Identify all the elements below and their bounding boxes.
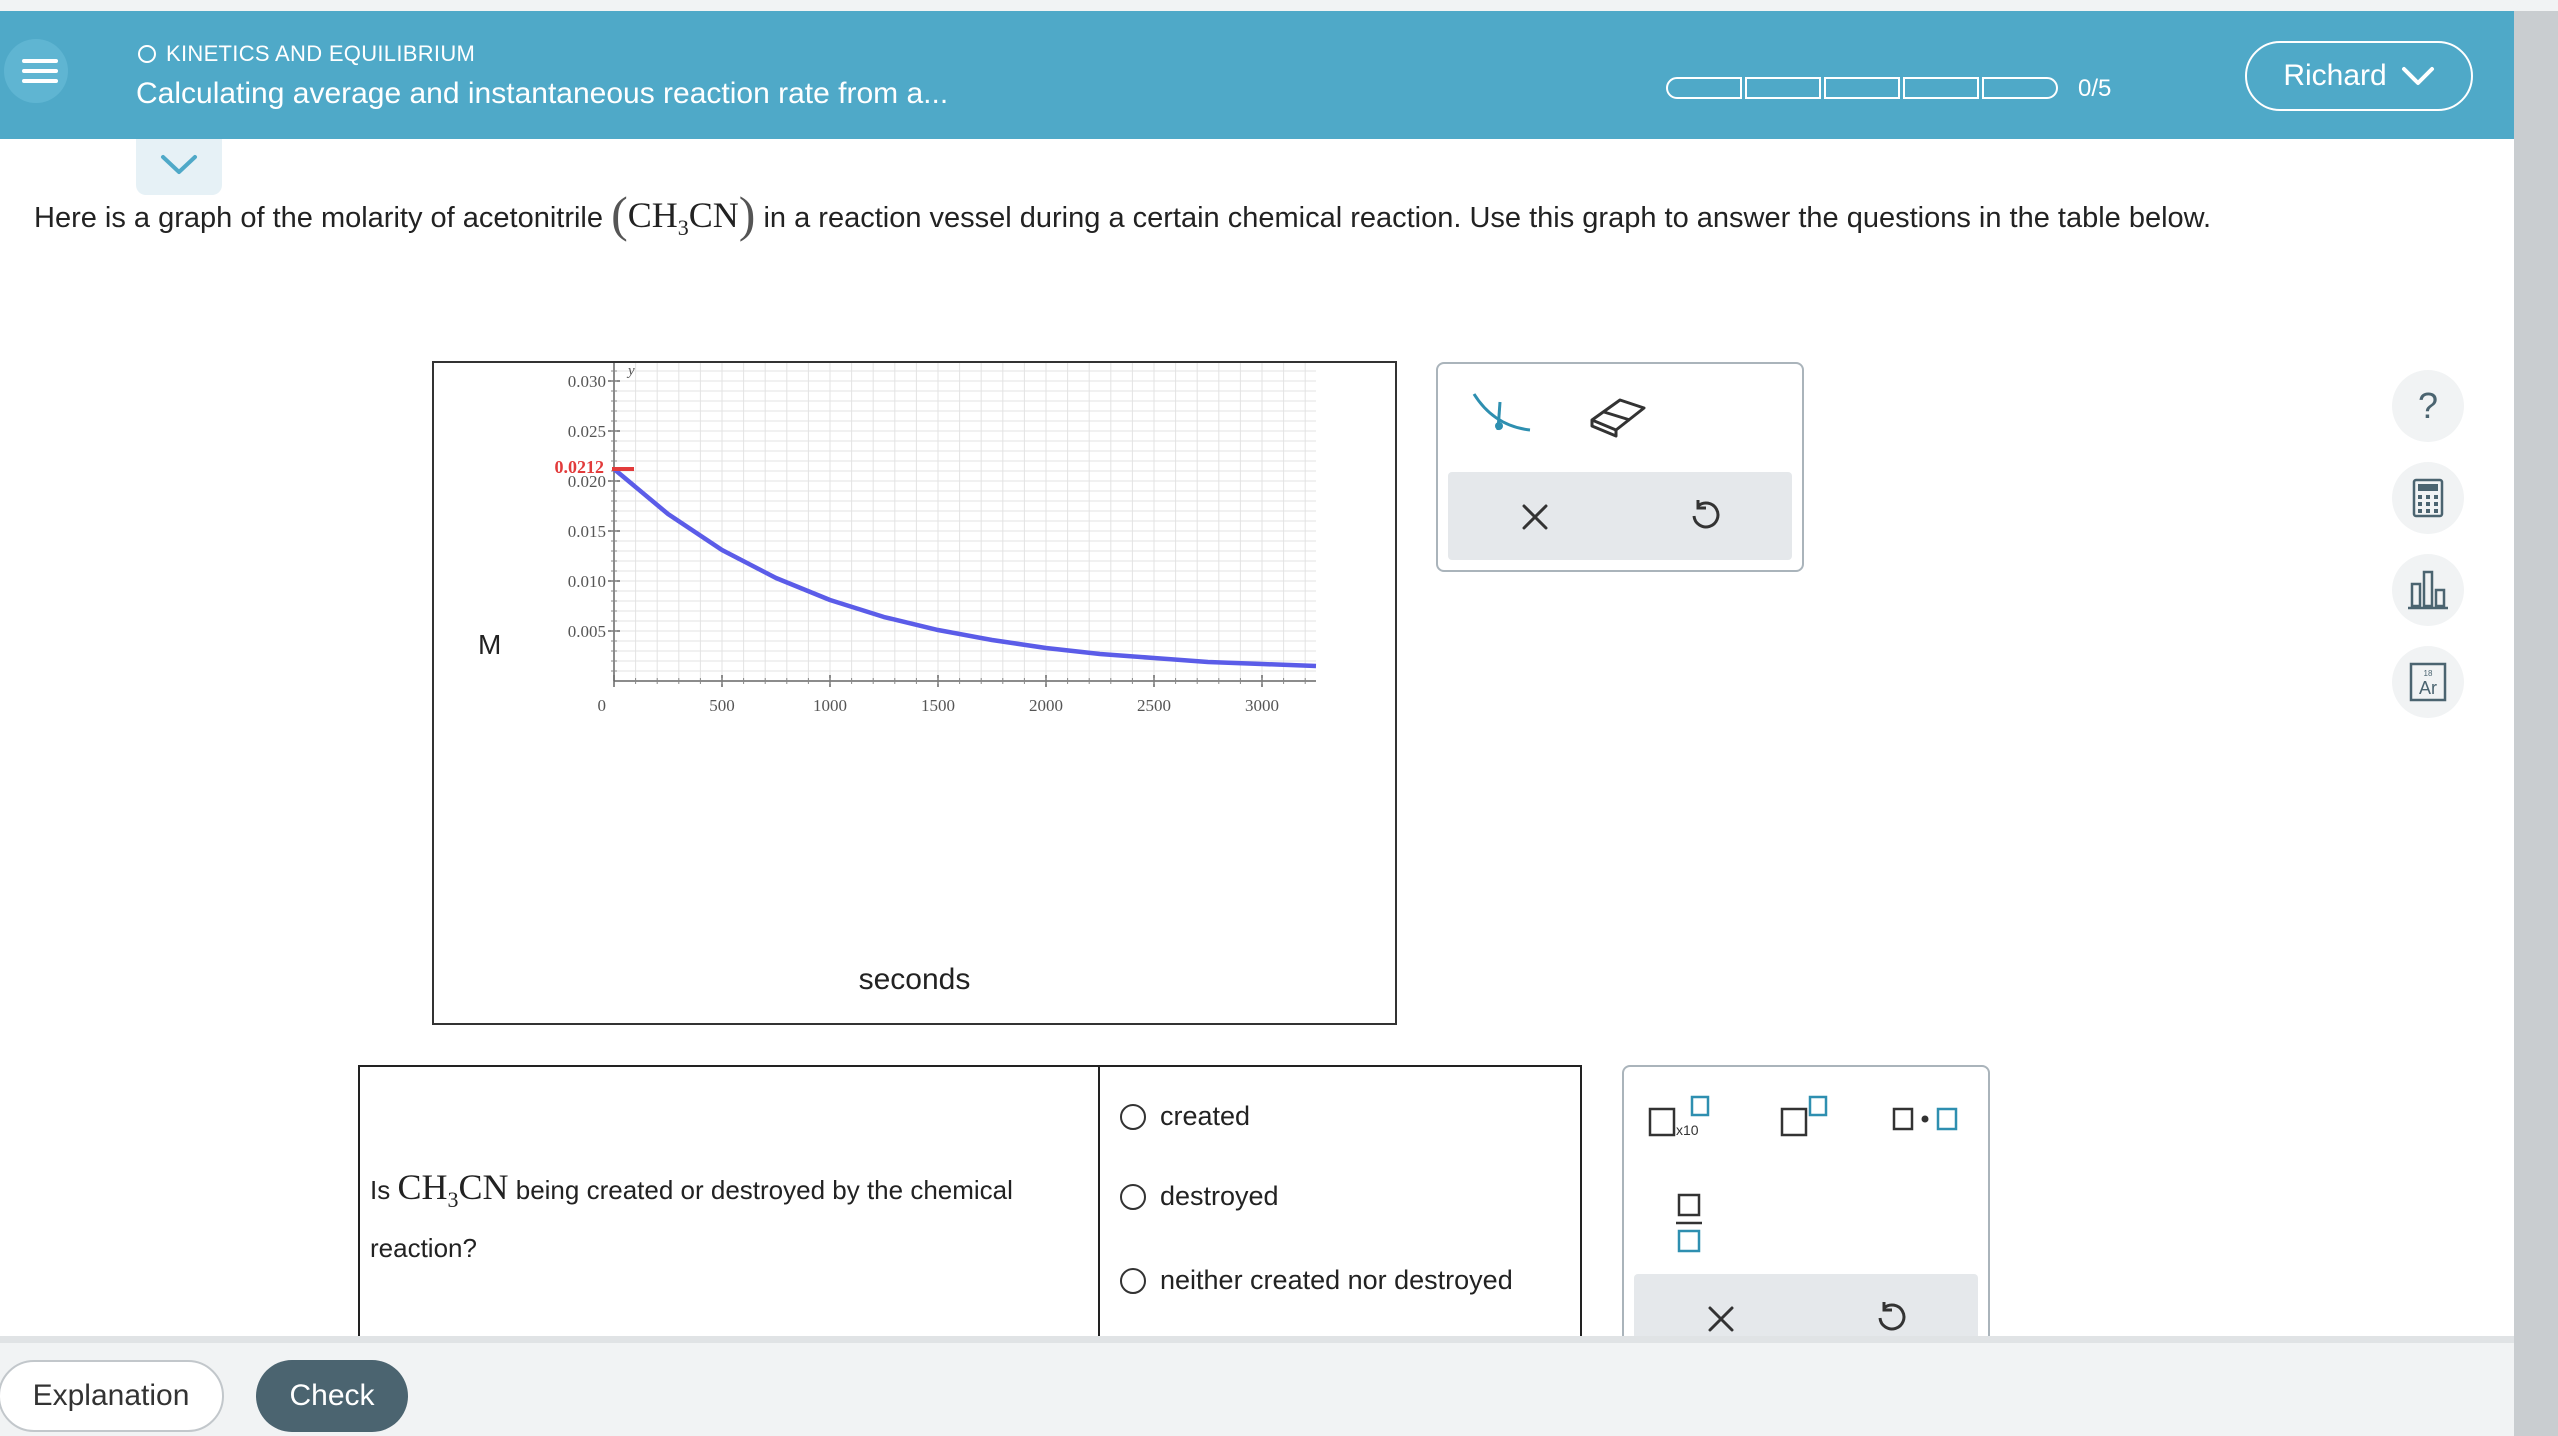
svg-text:Ar: Ar	[2419, 678, 2437, 698]
check-button[interactable]: Check	[256, 1360, 408, 1432]
progress-text: 0/5	[2078, 75, 2112, 102]
top-strip	[0, 0, 2558, 11]
progress-segment	[1982, 77, 2058, 99]
question-text: Is $CH_3CN$ being created or destroyed by the chemical reaction?	[370, 1167, 1013, 1264]
help-button[interactable]	[2392, 370, 2464, 442]
prompt-after: in a reaction vessel during a certain chemical reaction. Use this graph to answer the questions in the table below.	[763, 202, 2212, 234]
close-icon[interactable]	[1704, 1302, 1738, 1336]
data-button[interactable]	[2392, 554, 2464, 626]
x-tick-label: 3000	[1245, 696, 1279, 715]
highlight-value-label: 0.0212	[554, 457, 604, 477]
calculator-button[interactable]	[2392, 462, 2464, 534]
y-tick-label: 0.015	[567, 522, 606, 541]
concentration-chart[interactable]	[434, 363, 1395, 1023]
topic-label	[138, 41, 475, 67]
radio-button[interactable]	[1120, 1184, 1146, 1210]
prompt-formula: $CH_3CN$	[627, 195, 739, 241]
x-tick-label: 1000	[813, 696, 847, 715]
graph-tools-actions	[1448, 472, 1792, 560]
svg-text:x10: x10	[1676, 1122, 1699, 1138]
y-tick-label: 0.010	[567, 572, 606, 591]
prompt-text	[34, 188, 2334, 254]
x-tick-label: 0	[597, 696, 606, 715]
calculator-icon	[2392, 462, 2464, 534]
collapse-tab[interactable]	[136, 139, 222, 195]
progress-segment	[1666, 77, 1742, 99]
x-tick-label: 1500	[921, 696, 955, 715]
footer-divider	[0, 1336, 2514, 1343]
undo-icon[interactable]	[1686, 498, 1724, 536]
graph-panel[interactable]	[432, 361, 1397, 1025]
svg-text:?: ?	[2417, 385, 2439, 426]
question-cell	[360, 1067, 1100, 1357]
prompt-before: Here is a graph of the molarity of acetonitrile	[34, 202, 603, 234]
radio-button[interactable]	[1120, 1104, 1146, 1130]
question-icon	[2392, 370, 2464, 442]
graph-tools-panel	[1436, 362, 1804, 572]
option-neither[interactable]: neither created nor destroyed	[1120, 1265, 1513, 1296]
x-tick-label: 500	[709, 696, 735, 715]
paren-open: (	[611, 186, 628, 242]
svg-text:18: 18	[2423, 669, 2433, 678]
user-menu-button[interactable]	[2245, 41, 2473, 111]
periodic-table-icon	[2392, 646, 2464, 718]
y-tick-label: 0.025	[567, 422, 606, 441]
periodic-table-button[interactable]	[2392, 646, 2464, 718]
progress-segment	[1824, 77, 1900, 99]
bar-chart-icon	[2392, 554, 2464, 626]
progress-segment	[1903, 77, 1979, 99]
progress-bar	[1666, 77, 2058, 99]
concentration-curve	[614, 469, 1316, 666]
topic-circle-icon	[138, 45, 156, 63]
scientific-notation-icon[interactable]	[1648, 1095, 1718, 1141]
hamburger-icon	[22, 59, 58, 63]
paren-close: )	[738, 186, 756, 242]
progress-segment	[1745, 77, 1821, 99]
x-tick-label: 2000	[1029, 696, 1063, 715]
y-tick-label: 0.030	[567, 372, 606, 391]
topic-text: KINETICS AND EQUILIBRIUM	[166, 41, 476, 66]
close-icon[interactable]	[1518, 500, 1552, 534]
multiply-dot-icon[interactable]	[1892, 1105, 1962, 1133]
y-tick-label: 0.020	[567, 472, 606, 491]
hamburger-icon	[22, 69, 58, 73]
superscript-icon[interactable]	[1780, 1095, 1836, 1141]
radio-button[interactable]	[1120, 1268, 1146, 1294]
question-formula: $CH_3CN$	[397, 1167, 509, 1213]
math-tools-panel	[1622, 1065, 1990, 1355]
header-bar	[0, 11, 2514, 139]
chevron-down-icon	[2401, 65, 2435, 87]
y-axis-symbol: y	[628, 363, 635, 379]
chevron-down-icon	[136, 139, 222, 195]
option-created[interactable]: created	[1120, 1101, 1250, 1132]
x-tick-label: 2500	[1137, 696, 1171, 715]
curve-tool-icon[interactable]	[1464, 386, 1548, 452]
undo-icon[interactable]	[1872, 1300, 1910, 1338]
explanation-button[interactable]: Explanation	[0, 1360, 224, 1432]
answer-table	[358, 1065, 1582, 1355]
page-title: Calculating average and instantaneous reaction rate from a...	[136, 77, 949, 110]
eraser-icon[interactable]	[1586, 392, 1650, 442]
fraction-icon[interactable]	[1674, 1191, 1704, 1255]
option-destroyed[interactable]: destroyed	[1120, 1181, 1279, 1212]
menu-button[interactable]	[4, 39, 68, 103]
user-name: Richard	[2283, 59, 2387, 92]
y-tick-label: 0.005	[567, 622, 606, 641]
scrollbar[interactable]	[2514, 11, 2558, 1436]
hamburger-icon	[22, 79, 58, 83]
x-axis-label: seconds	[858, 963, 971, 996]
y-axis-label: M	[478, 629, 502, 660]
